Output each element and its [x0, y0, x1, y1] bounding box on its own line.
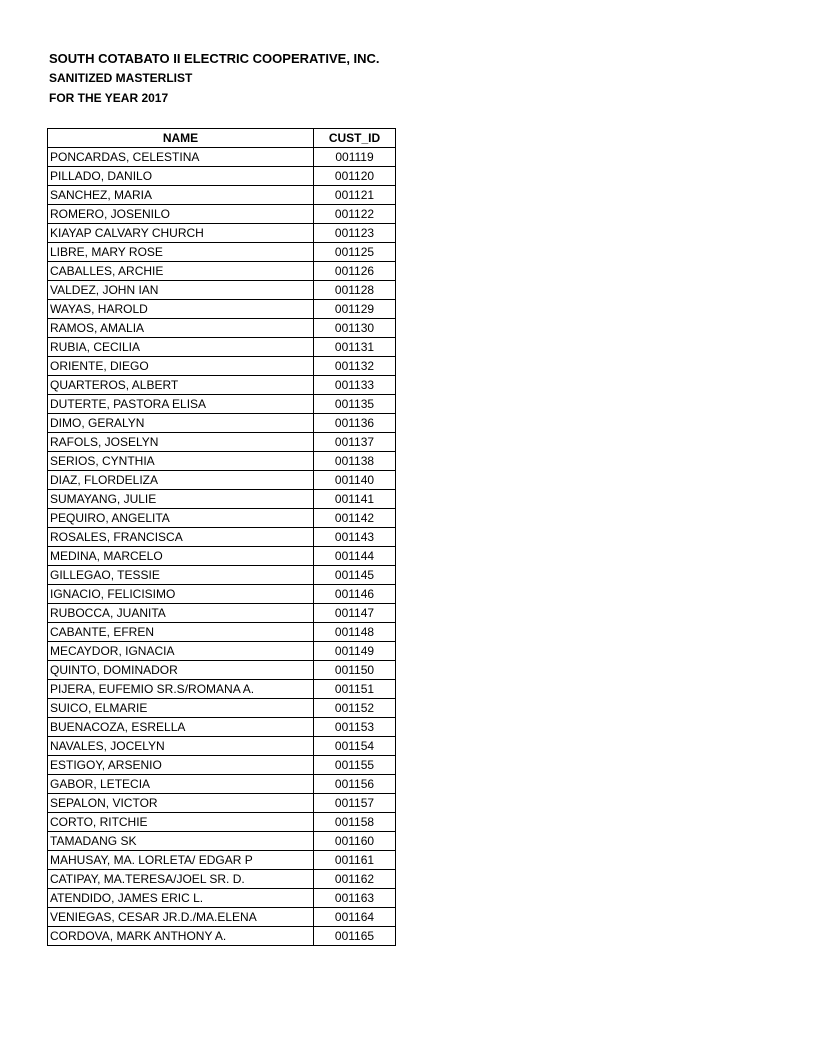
customer-name-cell: GABOR, LETECIA: [48, 775, 314, 794]
customer-name-cell: LIBRE, MARY ROSE: [48, 243, 314, 262]
customer-id-cell: 001156: [314, 775, 396, 794]
table-row: [48, 205, 396, 224]
customer-id-cell: 001162: [314, 870, 396, 889]
column-header-cust-id: CUST_ID: [314, 129, 396, 148]
customer-id-cell: 001144: [314, 547, 396, 566]
customer-name-cell: CORTO, RITCHIE: [48, 813, 314, 832]
table-row: [48, 699, 396, 718]
customer-id-cell: 001121: [314, 186, 396, 205]
customer-id-cell: 001157: [314, 794, 396, 813]
table-row: [48, 395, 396, 414]
customer-name-cell: PEQUIRO, ANGELITA: [48, 509, 314, 528]
customer-id-cell: 001146: [314, 585, 396, 604]
table-row: [48, 718, 396, 737]
document-subtitle: SANITIZED MASTERLIST: [49, 71, 193, 85]
customer-name-cell: ROSALES, FRANCISCA: [48, 528, 314, 547]
customer-name-cell: KIAYAP CALVARY CHURCH: [48, 224, 314, 243]
year-line: FOR THE YEAR 2017: [49, 91, 169, 105]
customer-id-cell: 001145: [314, 566, 396, 585]
table-row: [48, 148, 396, 167]
table-row: [48, 908, 396, 927]
customer-name-cell: DUTERTE, PASTORA ELISA: [48, 395, 314, 414]
customer-name-cell: PILLADO, DANILO: [48, 167, 314, 186]
customer-id-cell: 001120: [314, 167, 396, 186]
customer-id-cell: 001137: [314, 433, 396, 452]
customer-id-cell: 001119: [314, 148, 396, 167]
customer-name-cell: CABANTE, EFREN: [48, 623, 314, 642]
table-row: [48, 243, 396, 262]
table-row: [48, 319, 396, 338]
table-row: [48, 547, 396, 566]
table-row: [48, 604, 396, 623]
customer-id-cell: 001140: [314, 471, 396, 490]
customer-name-cell: ORIENTE, DIEGO: [48, 357, 314, 376]
customer-id-cell: 001165: [314, 927, 396, 946]
customer-id-cell: 001148: [314, 623, 396, 642]
table-body: [48, 148, 396, 946]
customer-id-cell: 001131: [314, 338, 396, 357]
table-row: [48, 300, 396, 319]
customer-id-cell: 001123: [314, 224, 396, 243]
table-row: [48, 338, 396, 357]
table-row: [48, 927, 396, 946]
table-row: [48, 414, 396, 433]
customer-id-cell: 001155: [314, 756, 396, 775]
customer-id-cell: 001158: [314, 813, 396, 832]
customer-name-cell: RAFOLS, JOSELYN: [48, 433, 314, 452]
customer-name-cell: QUINTO, DOMINADOR: [48, 661, 314, 680]
customer-id-cell: 001132: [314, 357, 396, 376]
customer-name-cell: PIJERA, EUFEMIO SR.S/ROMANA A.: [48, 680, 314, 699]
table-header-row: [48, 129, 396, 148]
customer-id-cell: 001122: [314, 205, 396, 224]
customer-name-cell: RAMOS, AMALIA: [48, 319, 314, 338]
customer-name-cell: VALDEZ, JOHN IAN: [48, 281, 314, 300]
customer-name-cell: SERIOS, CYNTHIA: [48, 452, 314, 471]
customer-id-cell: 001129: [314, 300, 396, 319]
customer-id-cell: 001163: [314, 889, 396, 908]
table-row: [48, 281, 396, 300]
customer-id-cell: 001125: [314, 243, 396, 262]
customer-name-cell: MAHUSAY, MA. LORLETA/ EDGAR P: [48, 851, 314, 870]
table-row: [48, 623, 396, 642]
table-row: [48, 509, 396, 528]
customer-name-cell: ESTIGOY, ARSENIO: [48, 756, 314, 775]
customer-name-cell: CABALLES, ARCHIE: [48, 262, 314, 281]
customer-name-cell: QUARTEROS, ALBERT: [48, 376, 314, 395]
customer-name-cell: TAMADANG SK: [48, 832, 314, 851]
table-row: [48, 661, 396, 680]
column-header-name: NAME: [48, 129, 314, 148]
customer-id-cell: 001135: [314, 395, 396, 414]
customer-id-cell: 001138: [314, 452, 396, 471]
customer-name-cell: SANCHEZ, MARIA: [48, 186, 314, 205]
customer-name-cell: SUICO, ELMARIE: [48, 699, 314, 718]
customer-name-cell: DIAZ, FLORDELIZA: [48, 471, 314, 490]
table-row: [48, 832, 396, 851]
table-row: [48, 528, 396, 547]
customer-name-cell: PONCARDAS, CELESTINA: [48, 148, 314, 167]
customer-name-cell: RUBOCCA, JUANITA: [48, 604, 314, 623]
customer-id-cell: 001133: [314, 376, 396, 395]
table-row: [48, 224, 396, 243]
customer-name-cell: WAYAS, HAROLD: [48, 300, 314, 319]
customer-name-cell: DIMO, GERALYN: [48, 414, 314, 433]
table-row: [48, 680, 396, 699]
customer-id-cell: 001147: [314, 604, 396, 623]
customer-name-cell: VENIEGAS, CESAR JR.D./MA.ELENA: [48, 908, 314, 927]
company-title: SOUTH COTABATO II ELECTRIC COOPERATIVE, INC.: [49, 51, 380, 66]
table-row: [48, 262, 396, 281]
table-row: [48, 433, 396, 452]
customer-id-cell: 001154: [314, 737, 396, 756]
table-row: [48, 167, 396, 186]
table-row: [48, 794, 396, 813]
table-row: [48, 813, 396, 832]
customer-name-cell: CORDOVA, MARK ANTHONY A.: [48, 927, 314, 946]
customer-id-cell: 001143: [314, 528, 396, 547]
customer-name-cell: BUENACOZA, ESRELLA: [48, 718, 314, 737]
customer-id-cell: 001149: [314, 642, 396, 661]
customer-name-cell: MECAYDOR, IGNACIA: [48, 642, 314, 661]
customer-id-cell: 001161: [314, 851, 396, 870]
customer-name-cell: CATIPAY, MA.TERESA/JOEL SR. D.: [48, 870, 314, 889]
customer-id-cell: 001150: [314, 661, 396, 680]
customer-id-cell: 001152: [314, 699, 396, 718]
customer-id-cell: 001151: [314, 680, 396, 699]
table-row: [48, 756, 396, 775]
table-row: [48, 471, 396, 490]
table-row: [48, 775, 396, 794]
table-row: [48, 870, 396, 889]
customer-name-cell: NAVALES, JOCELYN: [48, 737, 314, 756]
document-header: [49, 50, 380, 110]
customer-name-cell: RUBIA, CECILIA: [48, 338, 314, 357]
customer-name-cell: GILLEGAO, TESSIE: [48, 566, 314, 585]
customer-id-cell: 001130: [314, 319, 396, 338]
table-row: [48, 490, 396, 509]
table-row: [48, 357, 396, 376]
customer-id-cell: 001136: [314, 414, 396, 433]
customer-name-cell: IGNACIO, FELICISIMO: [48, 585, 314, 604]
customer-id-cell: 001160: [314, 832, 396, 851]
table-row: [48, 376, 396, 395]
table-row: [48, 566, 396, 585]
customer-name-cell: ROMERO, JOSENILO: [48, 205, 314, 224]
table-row: [48, 642, 396, 661]
customer-id-cell: 001128: [314, 281, 396, 300]
customer-name-cell: ATENDIDO, JAMES ERIC L.: [48, 889, 314, 908]
customer-id-cell: 001126: [314, 262, 396, 281]
table-row: [48, 585, 396, 604]
customer-id-cell: 001141: [314, 490, 396, 509]
table-row: [48, 851, 396, 870]
table-row: [48, 737, 396, 756]
customer-name-cell: SEPALON, VICTOR: [48, 794, 314, 813]
customer-id-cell: 001142: [314, 509, 396, 528]
customer-name-cell: SUMAYANG, JULIE: [48, 490, 314, 509]
customer-name-cell: MEDINA, MARCELO: [48, 547, 314, 566]
customer-id-cell: 001153: [314, 718, 396, 737]
customer-id-cell: 001164: [314, 908, 396, 927]
table-row: [48, 186, 396, 205]
table-row: [48, 889, 396, 908]
masterlist-table: [47, 128, 396, 946]
table-row: [48, 452, 396, 471]
